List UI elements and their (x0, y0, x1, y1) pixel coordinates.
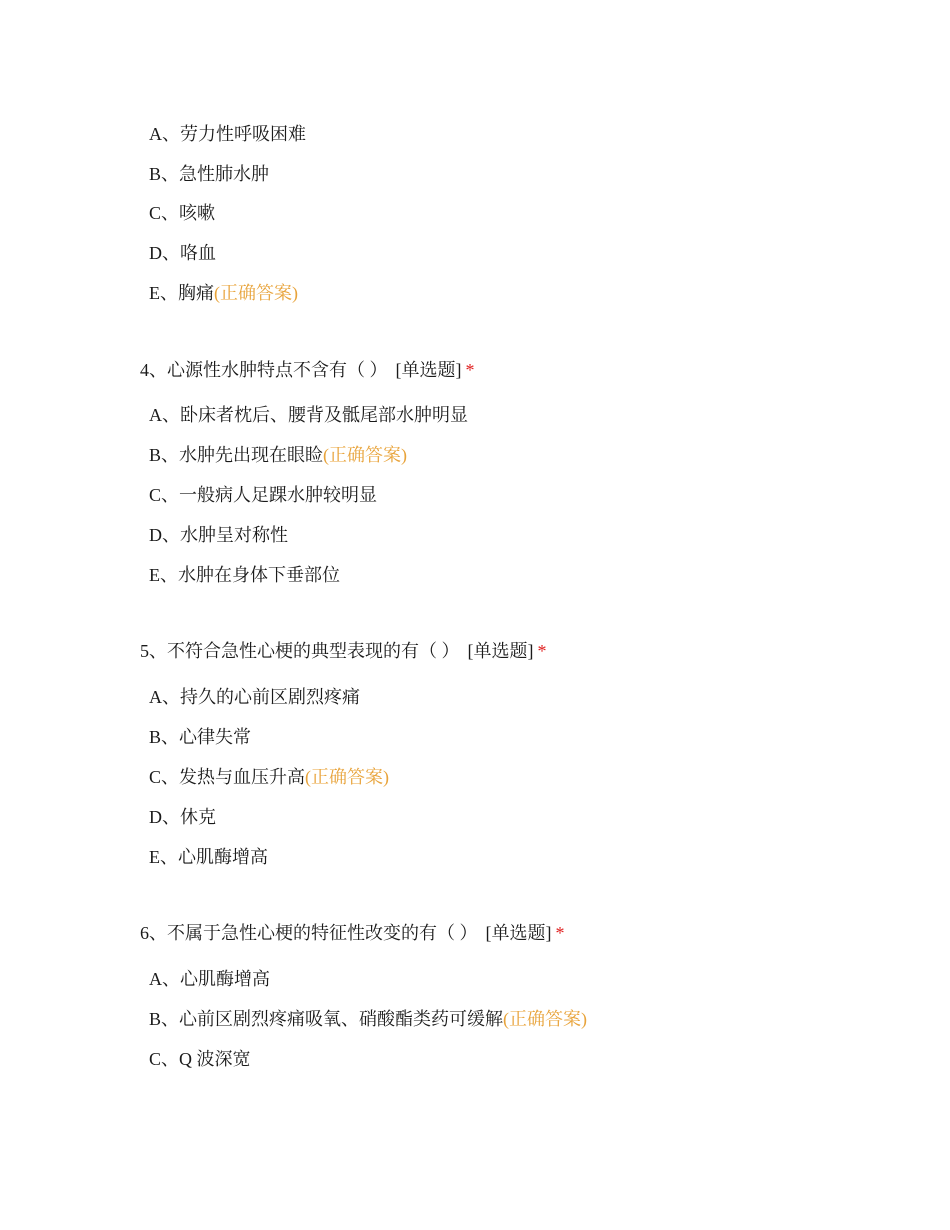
question-type: [单选题] (467, 641, 534, 661)
correct-answer-label: (正确答案) (503, 1009, 588, 1029)
question-type: [单选题] (485, 923, 552, 943)
q6-option-a (149, 967, 270, 991)
q4-option-a (149, 403, 468, 427)
q5-option-b (149, 725, 251, 749)
option-text: B、心律失常 (149, 727, 252, 747)
option-text: A、持久的心前区剧烈疼痛 (149, 687, 360, 707)
option-text: A、劳力性呼吸困难 (149, 124, 306, 144)
correct-answer-label: (正确答案) (323, 445, 408, 465)
q3-option-c (149, 201, 215, 225)
question-text: 4、心源性水肿特点不含有（ ） (140, 360, 388, 380)
q5-option-d (149, 805, 216, 829)
question-text: 6、不属于急性心梗的特征性改变的有（ ） (140, 923, 478, 943)
q3-option-e (149, 281, 298, 305)
q3-option-d (149, 241, 216, 265)
required-mark: * (537, 641, 547, 661)
option-text: E、水肿在身体下垂部位 (149, 565, 340, 585)
q6-option-b (149, 1007, 587, 1031)
option-text: D、休克 (149, 807, 216, 827)
option-text: B、急性肺水肿 (149, 164, 270, 184)
q5-option-a (149, 685, 360, 709)
option-text: A、卧床者枕后、腰背及骶尾部水肿明显 (149, 405, 468, 425)
question-type: [单选题] (395, 360, 462, 380)
option-text: E、胸痛 (149, 283, 214, 303)
option-text: D、水肿呈对称性 (149, 525, 288, 545)
q4-option-c (149, 483, 377, 507)
q6-title (140, 921, 565, 945)
option-text: B、心前区剧烈疼痛吸氧、硝酸酯类药可缓解 (149, 1009, 504, 1029)
q6-option-c (149, 1047, 251, 1071)
correct-answer-label: (正确答案) (305, 767, 390, 787)
q4-option-e (149, 563, 340, 587)
option-text: B、水肿先出现在眼睑 (149, 445, 324, 465)
q5-title (140, 639, 547, 663)
option-text: C、Q 波深宽 (149, 1049, 251, 1069)
option-text: C、发热与血压升高 (149, 767, 306, 787)
option-text: C、咳嗽 (149, 203, 216, 223)
correct-answer-label: (正确答案) (214, 283, 298, 303)
q3-option-b (149, 162, 269, 186)
required-mark: * (465, 360, 475, 380)
option-text: A、心肌酶增高 (149, 969, 270, 989)
option-text: C、一般病人足踝水肿较明显 (149, 485, 378, 505)
option-text: D、咯血 (149, 243, 216, 263)
q5-option-e (149, 845, 268, 869)
q3-option-a (149, 122, 306, 146)
q4-option-d (149, 523, 288, 547)
question-text: 5、不符合急性心梗的典型表现的有（ ） (140, 641, 460, 661)
option-text: E、心肌酶增高 (149, 847, 268, 867)
q5-option-c (149, 765, 389, 789)
q4-option-b (149, 443, 407, 467)
q4-title (140, 358, 475, 382)
required-mark: * (555, 923, 565, 943)
